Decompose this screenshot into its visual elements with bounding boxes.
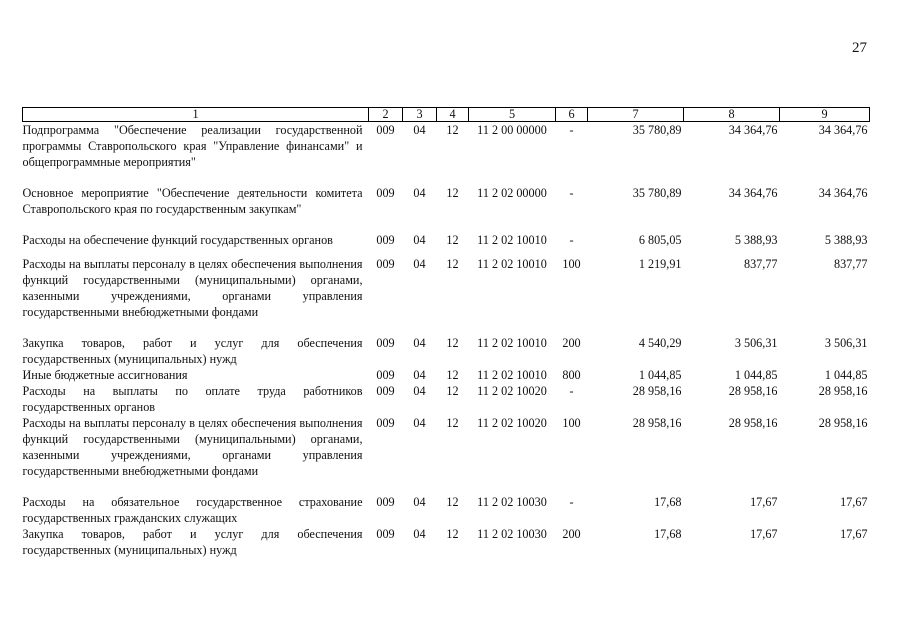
target-article-code: 11 2 02 10010 (477, 233, 547, 247)
target-article-code: 11 2 02 00000 (477, 186, 547, 200)
amount-col-7: 1 044,85 (638, 368, 682, 382)
amount-col-9: 34 364,76 (818, 123, 868, 137)
subsection-code: 12 (446, 233, 459, 247)
column-header: 7 (588, 108, 684, 122)
subsection-code: 12 (446, 368, 459, 382)
column-header: 5 (469, 108, 556, 122)
row-description: Подпрограмма "Обеспечение реализации государственной программы Ставропольского края "Управление финансами" и общепрограммные мероприятия" (22, 123, 363, 169)
row-description: Расходы на обязательное государственное страхование государственных гражданских служащих (22, 495, 363, 525)
expense-type-code: - (569, 384, 574, 398)
target-article-code: 11 2 02 10010 (477, 257, 547, 271)
amount-col-9: 28 958,16 (818, 384, 868, 398)
table-row (23, 526, 870, 558)
column-header: 6 (556, 108, 588, 122)
amount-col-8: 837,77 (743, 257, 778, 271)
budget-table (22, 107, 870, 558)
ministry-code: 009 (376, 123, 395, 137)
subsection-code: 12 (446, 336, 459, 350)
ministry-code: 009 (376, 384, 395, 398)
amount-col-8: 28 958,16 (728, 384, 778, 398)
amount-col-8: 17,67 (750, 495, 778, 509)
row-description: Основное мероприятие "Обеспечение деятельности комитета Ставропольского края по государственным закупкам" (22, 186, 363, 216)
target-article-code: 11 2 02 10010 (477, 336, 547, 350)
expense-type-code: - (569, 495, 574, 509)
subsection-code: 12 (446, 384, 459, 398)
amount-col-8: 1 044,85 (734, 368, 778, 382)
table-row (23, 335, 870, 367)
row-description: Иные бюджетные ассигнования (22, 368, 188, 382)
subsection-code: 12 (446, 186, 459, 200)
amount-col-7: 17,68 (654, 495, 682, 509)
section-code: 04 (413, 257, 426, 271)
target-article-code: 11 2 02 10020 (477, 384, 547, 398)
table-row (23, 415, 870, 479)
amount-col-7: 35 780,89 (632, 123, 682, 137)
ministry-code: 009 (376, 233, 395, 247)
ministry-code: 009 (376, 336, 395, 350)
expense-type-code: - (569, 123, 574, 137)
section-code: 04 (413, 384, 426, 398)
section-code: 04 (413, 527, 426, 541)
amount-col-7: 4 540,29 (638, 336, 682, 350)
subsection-code: 12 (446, 123, 459, 137)
amount-col-9: 28 958,16 (818, 416, 868, 430)
column-number-row (23, 108, 870, 122)
amount-col-9: 17,67 (840, 527, 868, 541)
row-description: Закупка товаров, работ и услуг для обеспечения государственных (муниципальных) нужд (22, 336, 363, 366)
column-header: 4 (437, 108, 469, 122)
amount-col-9: 3 506,31 (824, 336, 868, 350)
expense-type-code: 100 (562, 416, 581, 430)
amount-col-8: 34 364,76 (728, 123, 778, 137)
row-description: Расходы на выплаты персоналу в целях обеспечения выполнения функций государственными (муниципальными) органами, казенными учреждениями, органами управления государственными внебюджетными фондами (22, 257, 363, 319)
subsection-code: 12 (446, 257, 459, 271)
expense-type-code: - (569, 233, 574, 247)
target-article-code: 11 2 02 10010 (477, 368, 547, 382)
amount-col-8: 28 958,16 (728, 416, 778, 430)
expense-type-code: 800 (562, 368, 581, 382)
amount-col-7: 28 958,16 (632, 384, 682, 398)
amount-col-7: 28 958,16 (632, 416, 682, 430)
table-row (23, 256, 870, 320)
amount-col-9: 5 388,93 (824, 233, 868, 247)
expense-type-code: 200 (562, 527, 581, 541)
section-code: 04 (413, 123, 426, 137)
amount-col-9: 1 044,85 (824, 368, 868, 382)
table-row (23, 185, 870, 217)
expense-type-code: 100 (562, 257, 581, 271)
section-code: 04 (413, 416, 426, 430)
target-article-code: 11 2 02 10020 (477, 416, 547, 430)
section-code: 04 (413, 186, 426, 200)
table-row (23, 494, 870, 526)
column-header: 9 (780, 108, 870, 122)
column-header: 3 (403, 108, 437, 122)
amount-col-8: 17,67 (750, 527, 778, 541)
row-description: Расходы на обеспечение функций государственных органов (22, 233, 333, 247)
target-article-code: 11 2 02 10030 (477, 495, 547, 509)
ministry-code: 009 (376, 527, 395, 541)
amount-col-7: 35 780,89 (632, 186, 682, 200)
table-row (23, 232, 870, 248)
amount-col-7: 1 219,91 (638, 257, 682, 271)
ministry-code: 009 (376, 416, 395, 430)
expense-type-code: - (569, 186, 574, 200)
section-code: 04 (413, 368, 426, 382)
page-number: 27 (852, 40, 867, 56)
amount-col-7: 17,68 (654, 527, 682, 541)
ministry-code: 009 (376, 257, 395, 271)
amount-col-7: 6 805,05 (638, 233, 682, 247)
ministry-code: 009 (376, 186, 395, 200)
amount-col-9: 34 364,76 (818, 186, 868, 200)
column-header: 8 (684, 108, 780, 122)
amount-col-8: 5 388,93 (734, 233, 778, 247)
section-code: 04 (413, 336, 426, 350)
subsection-code: 12 (446, 527, 459, 541)
ministry-code: 009 (376, 495, 395, 509)
table-row (23, 122, 870, 171)
column-header: 2 (369, 108, 403, 122)
target-article-code: 11 2 02 10030 (477, 527, 547, 541)
column-header: 1 (23, 108, 369, 122)
row-description: Расходы на выплаты персоналу в целях обеспечения выполнения функций государственными (муниципальными) органами, казенными учреждениями, органами управления государственными внебюджетными фондами (22, 416, 363, 478)
ministry-code: 009 (376, 368, 395, 382)
table-row (23, 383, 870, 415)
amount-col-8: 34 364,76 (728, 186, 778, 200)
amount-col-9: 837,77 (833, 257, 868, 271)
expense-type-code: 200 (562, 336, 581, 350)
row-description: Расходы на выплаты по оплате труда работников государственных органов (22, 384, 363, 414)
target-article-code: 11 2 00 00000 (477, 123, 547, 137)
amount-col-9: 17,67 (840, 495, 868, 509)
subsection-code: 12 (446, 495, 459, 509)
subsection-code: 12 (446, 416, 459, 430)
section-code: 04 (413, 233, 426, 247)
row-description: Закупка товаров, работ и услуг для обеспечения государственных (муниципальных) нужд (22, 527, 363, 557)
table-row (23, 367, 870, 383)
section-code: 04 (413, 495, 426, 509)
amount-col-8: 3 506,31 (734, 336, 778, 350)
